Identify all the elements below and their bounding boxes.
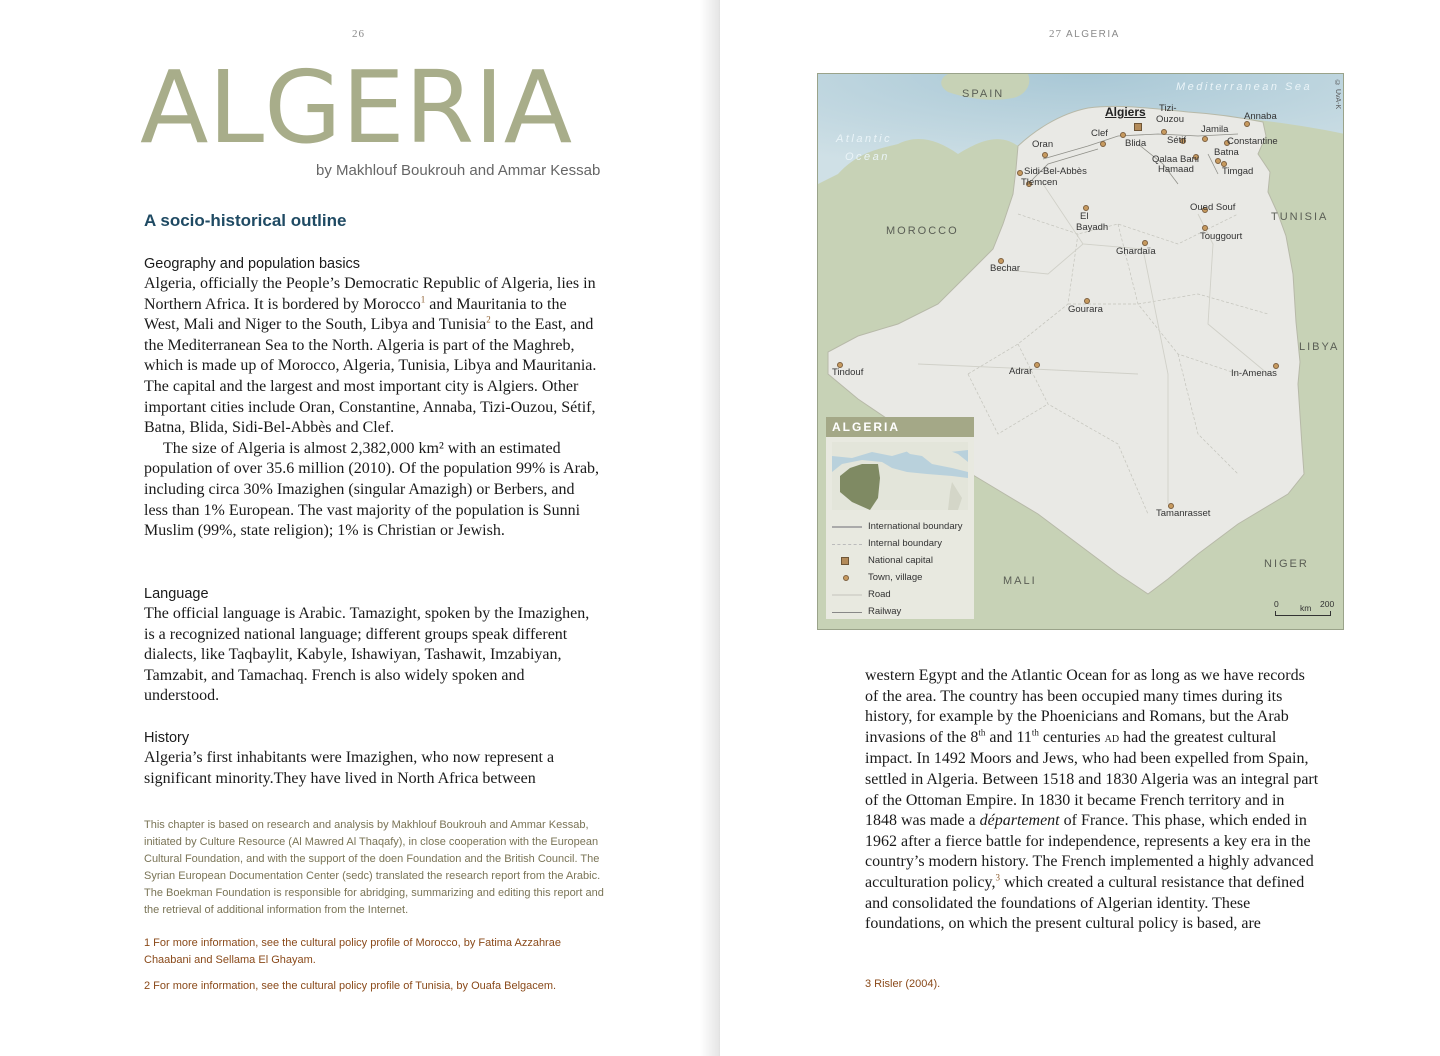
town-label: Annaba <box>1244 111 1277 122</box>
legend-label: Internal boundary <box>868 538 942 549</box>
history-continued-paragraph <box>865 666 1319 935</box>
footnote-2: 2 For more information, see the cultural policy profile of Tunisia, by Ouafa Belgacem. <box>144 980 557 992</box>
town-dot-icon <box>1042 152 1048 158</box>
road-line-icon <box>832 590 868 600</box>
town-label: Blida <box>1125 138 1147 149</box>
scale-max: 200 <box>1320 599 1335 609</box>
sea-atlantic: Atlantic <box>836 133 893 145</box>
legend-label: Railway <box>868 606 902 617</box>
page-number-right: 27 <box>1049 28 1062 40</box>
ordinal-suffix: th <box>1031 727 1039 738</box>
country-libya: LIBYA <box>1299 341 1340 353</box>
scale-bar <box>1272 599 1338 619</box>
town-label: Sétif <box>1167 135 1187 146</box>
map-legend <box>826 417 974 619</box>
chapter-note: This chapter is based on research and analysis by Makhlouf Boukrouh and Ammar Kessab, initiated by Culture Resource (Al Mawred Al Thaqafy), in close cooperation with the European Cultural Foundation, and with the support of the doen Foundation and the British Council. The Syrian European Documentation Center (sedc) translated the research report from the Arabic. The Boekman Foundation is responsible for abridging, summarizing and editing this report and the retrieval of additional information from the Internet. <box>144 819 604 916</box>
text-run: to the East, and the Mediterranean Sea to the North. Algeria is part of the Maghreb, which is made up of Morocco, Algeria, Tunisia, Libya and Mauritania. The capital and the largest and most important city is Algiers. Other important cities include Oran, Constantine, Annaba, Tizi-Ouzou, Sétif, Batna, Blida, Sidi-Bel-Abbès and Clef. <box>144 316 597 437</box>
town-dot-icon <box>832 573 868 583</box>
text-run: centuries <box>1038 728 1105 746</box>
geography-section <box>144 254 600 542</box>
town-label: Hamaad <box>1158 164 1194 175</box>
sea-ocean: Ocean <box>845 151 890 163</box>
legend-national-capital <box>832 552 974 569</box>
scale-unit: km <box>1300 603 1312 613</box>
town-dot-icon <box>1017 170 1023 176</box>
town-label: Constantine <box>1227 136 1278 147</box>
byline: by Makhlouf Boukrouh and Ammar Kessab <box>316 162 601 179</box>
railway-line-icon <box>832 607 868 617</box>
algeria-map <box>817 73 1344 630</box>
footnote-1: 1 For more information, see the cultural policy profile of Morocco, by Fatima Azzahrae Chaabani and Sellama El Ghayam. <box>144 937 561 966</box>
country-tunisia: TUNISIA <box>1271 211 1329 223</box>
language-section <box>144 584 600 707</box>
legend-label: Road <box>868 589 891 600</box>
town-label: El <box>1080 211 1089 222</box>
text-run: which created a cultural resistance that defined and consolidated the foundations of Algerian identity. These foundations, on which the present cultural policy is based, are <box>865 873 1305 933</box>
legend-internal-boundary <box>832 535 974 552</box>
legend-railway <box>832 603 974 620</box>
country-niger: NIGER <box>1264 558 1309 570</box>
running-head-title: ALGERIA <box>1066 29 1120 40</box>
legend-rows <box>832 518 974 620</box>
town-label: In-Amenas <box>1231 368 1277 379</box>
footnote-ref-2[interactable]: 2 <box>486 314 491 325</box>
town-label: Gourara <box>1068 304 1103 315</box>
town-label: Ghardaïa <box>1116 246 1156 257</box>
legend-road <box>832 586 974 603</box>
town-label: Tindouf <box>832 367 864 378</box>
running-head <box>1049 28 1120 40</box>
legend-international-boundary <box>832 518 974 535</box>
town-label: Oran <box>1032 139 1054 150</box>
town-dot-icon <box>1034 362 1040 368</box>
legend-label: International boundary <box>868 521 963 532</box>
geography-paragraph-2: The size of Algeria is almost 2,382,000 km² with an estimated population of over 35.6 million (2010). Of the population 99% is Arab, including circa 30% Imazighen (singular Amazigh) or Berbers, and less than 1% European. The vast majority of the population is Sunni Muslim (99%, state religion); 1% is Christian or Jewish. <box>144 439 600 540</box>
capital-algiers: Algiers <box>1105 105 1146 119</box>
town-label: Sidi-Bel-Abbès <box>1024 166 1087 177</box>
language-paragraph: The official language is Arabic. Tamazight, spoken by the Imazighen, is a recognized national language; different groups speak different dialects, like Taqbaylit, Kabyle, Ishawiyan, Tashawit, Imzabiyan, Tamzabit, and Tamachaq. French is also widely spoken and understood. <box>144 605 590 705</box>
legend-title: ALGERIA <box>826 417 974 437</box>
footnote-ref-1[interactable]: 1 <box>420 294 426 305</box>
geography-heading: Geography and population basics <box>144 256 361 272</box>
history-heading: History <box>144 730 190 746</box>
town-label: Qalaa Bani <box>1152 154 1200 165</box>
internal-boundary-icon <box>832 539 868 549</box>
locator-inset-map <box>832 442 968 510</box>
chapter-title: ALGERIA <box>140 49 573 166</box>
text-run: of France. This phase, which ended in 1962 after a fierce battle for independence, represents a key era in the country’s modern history. The French implemented a highly advanced acculturation policy, <box>865 812 1314 891</box>
town-dot-icon <box>1100 141 1106 147</box>
italic-term: département <box>979 812 1060 830</box>
town-label: Ouzou <box>1156 114 1184 125</box>
town-label: Touggourt <box>1200 231 1243 242</box>
town-label: Oued Souf <box>1190 202 1236 213</box>
text-run: Algeria, officially the People’s Democratic Republic of Algeria, lies in Northern Africa. It is bordered by Morocco <box>144 275 596 313</box>
country-morocco: MOROCCO <box>886 225 959 237</box>
town-label: Clef <box>1091 128 1108 139</box>
scale-zero: 0 <box>1274 599 1279 609</box>
history-section <box>144 728 600 789</box>
international-boundary-icon <box>832 522 868 532</box>
capital-marker <box>1134 123 1142 131</box>
town-label: Tamanrasset <box>1156 508 1211 519</box>
section-heading: A socio-historical outline <box>144 211 347 230</box>
town-label: Bechar <box>990 263 1021 274</box>
text-run: and 11 <box>985 728 1032 746</box>
scale-line <box>1275 611 1331 616</box>
legend-label: Town, village <box>868 572 923 583</box>
legend-label: National capital <box>868 555 933 566</box>
town-dot-icon <box>1202 136 1208 142</box>
map-copyright: © UvA-K <box>1334 80 1341 110</box>
era-ad: ad <box>1104 730 1120 746</box>
history-paragraph: Algeria’s first inhabitants were Imazighen, who now represent a significant minority.They have lived in North Africa between <box>144 749 555 787</box>
locator-graphic <box>832 442 968 510</box>
text-run: and Mauritania to the West, Mali and Niger to the South, Libya and Tunisia <box>144 295 567 334</box>
town-label: Timgad <box>1222 166 1254 177</box>
language-heading: Language <box>144 586 209 602</box>
town-label: Tizi- <box>1159 103 1177 114</box>
page-number: 26 <box>352 28 365 40</box>
ordinal-suffix: th <box>978 727 986 738</box>
text-run: had the greatest cultural impact. In 1492 Moors and Jews, who had been expelled from Spain, settled in Algeria. Between 1518 and 1830 Algeria was an integral part of the Ottoman Empire. In 1830 it became French territory and in 1848 was made a <box>865 728 1319 830</box>
town-label: Bayadh <box>1076 222 1109 233</box>
geography-paragraph-1 <box>144 274 600 439</box>
footnote-ref-3[interactable]: 3 <box>995 872 1000 883</box>
capital-square-icon <box>832 556 868 566</box>
country-mali: MALI <box>1003 575 1037 587</box>
footnote-3: 3 Risler (2004). <box>865 978 941 990</box>
town-label: Adrar <box>1009 366 1033 377</box>
country-spain: SPAIN <box>962 88 1005 100</box>
town-label: Jamila <box>1201 124 1229 135</box>
text-run: western Egypt and the Atlantic Ocean for as long as we have records of the area. The country has been occupied many times during its history, for example by the Phoenicians and Romans, but the Arab invasions of the 8 <box>865 667 1305 746</box>
legend-town <box>832 569 974 586</box>
sea-mediterranean: Mediterranean Sea <box>1176 81 1313 93</box>
town-label: Tlemcen <box>1021 177 1058 188</box>
town-label: Batna <box>1214 147 1239 158</box>
